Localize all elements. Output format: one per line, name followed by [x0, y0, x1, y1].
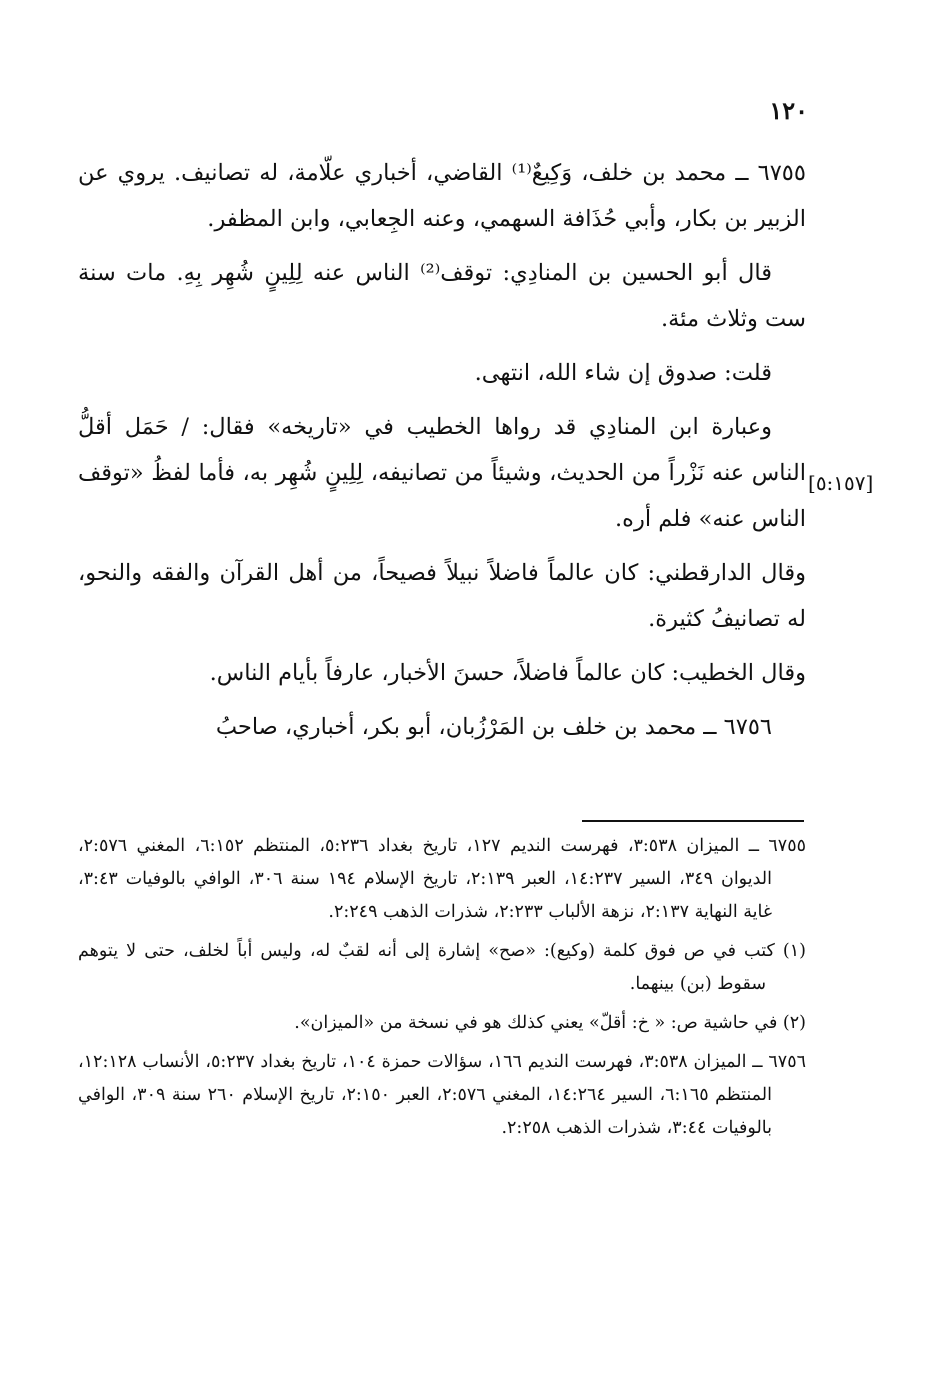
footnote-sources: ٦٧٥٦ ــ الميزان ٣:٥٣٨، فهرست النديم ١٦٦، سؤالات حمزة ١٠٤، تاريخ بغداد ٥:٢٣٧، الأنساب ١٢:١٢٨، المنتظم ٦:١٦٥، السير ١٤:٢٦٤، المغني ٢:٥٧٦، العبر ٢:١٥٠، تاريخ الإسلام ٢٦٠ سنة ٣٠٩، الوافي بالوفيات ٣:٤٤، شذرات الذهب ٢:٢٥٨. — [78, 1052, 806, 1138]
footnotes — [78, 830, 806, 1151]
main-text — [78, 150, 806, 758]
page-number: ١٢٠ — [769, 96, 808, 125]
entry-paragraph: وعبارة ابن المنادِي قد رواها الخطيب في «تاريخه» فقال: / حَمَل أقلُّ الناس عنه نَزْراً من الحديث، وشيئاً من تصانيفه، لِلِينٍ شُهِر به، فأما لفظُ «توقف الناس عنه» فلم أره. — [78, 414, 806, 532]
entry-paragraph: وقال الدارقطني: كان عالماً فاضلاً نبيلاً فصيحاً، من أهل القرآن والفقه والنحو، له تصانيفُ كثيرة. — [78, 560, 806, 632]
footnote-sources: ٦٧٥٥ ــ الميزان ٣:٥٣٨، فهرست النديم ١٢٧، تاريخ بغداد ٥:٢٣٦، المنتظم ٦:١٥٢، المغني ٢:٥٧٦، الديوان ٣٤٩، السير ١٤:٢٣٧، العبر ٢:١٣٩، تاريخ الإسلام ١٩٤ سنة ٣٠٦، الوافي بالوفيات ٣:٤٣، غاية النهاية ٢:١٣٧، نزهة الألباب ٢:٢٣٣، شذرات الذهب ٢:٢٤٩. — [78, 836, 807, 922]
footnote-divider — [582, 820, 804, 822]
footnote: (٢) في حاشية ص: « خ: أقلّ» يعني كذلك هو في نسخة من «الميزان». — [294, 1013, 806, 1033]
entry-paragraph: ٦٧٥٦ ــ محمد بن خلف بن المَرْزُبان، أبو بكر، أخباري، صاحبُ — [215, 714, 772, 740]
footnote: (١) كتب في ص فوق كلمة (وكيع): «صح» إشارة إلى أنه لقبٌ له، وليس أباً لخلف، حتى لا يتوهم سقوط (بن) بينهما. — [78, 941, 806, 994]
margin-reference: [٥:١٥٧] — [808, 471, 874, 495]
entry-paragraph: وقال الخطيب: كان عالماً فاضلاً، حسنَ الأخبار، عارفاً بأيام الناس. — [209, 660, 806, 686]
entry-paragraph: قال أبو الحسين بن المنادِي: توقف⁽²⁾ الناس عنه لِلِينٍ شُهِر بِهِ. مات سنة ست وثلاث مئة. — [78, 260, 806, 332]
entry-paragraph: قلت: صدوق إن شاء الله، انتهى. — [474, 360, 772, 386]
entry-paragraph: ٦٧٥٥ ــ محمد بن خلف، وَكِيعٌ⁽¹⁾ القاضي، أخباري علّامة، له تصانيف. يروي عن الزبير بن بكار، وأبي حُذَافة السهمي، وعنه الجِعابي، وابن المظفر. — [78, 160, 806, 232]
